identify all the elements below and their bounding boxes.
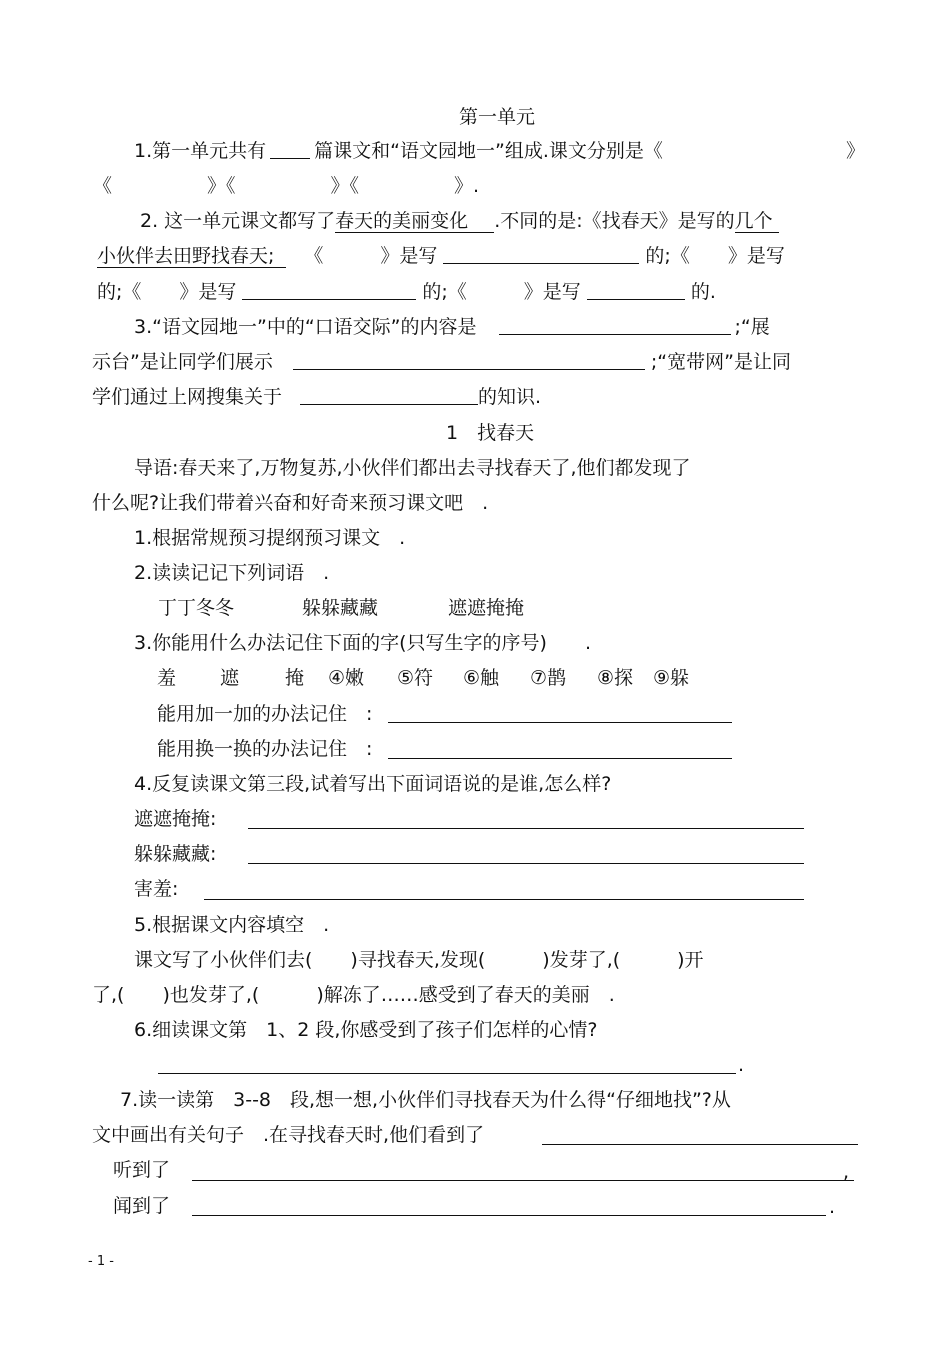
q2-text-5: 的;《 》是写 [97,281,237,303]
item-4: 4.反复读课文第三段,试着写出下面词语说的是谁,怎么样? [134,773,612,795]
q2-filled-answer: 春天的美丽变化 [335,210,494,233]
q2-line3 [97,280,716,304]
smelled-answer-line[interactable] [192,1215,826,1216]
method-1-label: 能用加一加的办法记住 : [157,703,373,725]
item-5: 5.根据课文内容填空 . [134,914,330,936]
q1-text-2: 篇课文和“语文园地一”组成.课文分别是《 [314,140,663,162]
q1-text-1: 1.第一单元共有 [134,140,267,162]
q1-bracket-end: 》 [846,140,866,162]
smelled-label: 闻到了 [113,1195,171,1217]
q2-line2 [97,244,785,268]
fill-line-1: 课文写了小伙伴们去( )寻找春天,发现( )发芽了,( )开 [134,949,704,971]
q3-text-5: 学们通过上网搜集关于 [92,386,283,408]
item-7-seen-line[interactable] [542,1144,858,1145]
q2-text-2: .不同的是:《找春天》是写的 [494,210,735,232]
q3-line2 [92,350,791,374]
item-2: 2.读读记记下列词语 . [134,562,330,584]
fill-line-2: 了,( )也发芽了,( )解冻了……感受到了春天的美丽 . [92,984,615,1006]
q3-text-6: 的知识. [478,386,542,408]
heard-label: 听到了 [113,1159,171,1181]
q2-line1 [140,209,779,233]
item-6-period: . [738,1054,745,1076]
q3-line1 [134,315,770,339]
item-3: 3.你能用什么办法记住下面的字(只写生字的序号) . [134,632,591,654]
guide-line-2: 什么呢?让我们带着兴奋和好奇来预习课文吧 . [92,492,489,514]
q3-blank-1[interactable] [499,316,731,335]
char-4: ④嫩 [328,667,365,689]
item-1: 1.根据常规预习提纲预习课文 . [134,527,406,549]
q2-text-4: 的;《 》是写 [645,245,785,267]
method-2-answer-line[interactable] [388,758,732,759]
lesson-title: 1 找春天 [446,422,535,444]
item-7-line-2: 文中画出有关句子 .在寻找春天时,他们看到了 [92,1124,485,1146]
q2-blank-1[interactable] [443,245,639,264]
char-7: ⑦鹊 [530,667,567,689]
word-answer-line-2[interactable] [248,863,804,864]
word-answer-line-3[interactable] [204,899,804,900]
q1-line2: 《 》《 》《 》. [93,175,480,197]
q3-text-3: 示台”是让同学们展示 [92,351,273,373]
q2-blank-3[interactable] [587,281,685,300]
item-6: 6.细读课文第 1、2 段,你感受到了孩子们怎样的心情? [134,1019,598,1041]
char-5: ⑤符 [397,667,434,689]
char-3: 掩 [285,667,305,689]
q1-count-blank[interactable] [270,140,310,159]
q2-blank-2[interactable] [242,281,416,300]
q3-blank-3[interactable] [300,386,478,405]
q2-filled-answer-2b: 小伙伴去田野找春天; [97,245,286,268]
q1-line1 [134,139,663,163]
word-2: 躲躲藏藏 [302,597,379,619]
smelled-period: . [829,1196,836,1218]
q2-text-3: 《 》是写 [304,245,438,267]
method-2-label: 能用换一换的办法记住 : [157,738,373,760]
char-2: 遮 [220,667,240,689]
q3-text-1: 3.“语文园地一”中的“口语交际”的内容是 [134,316,477,338]
char-9: ⑨躲 [653,667,690,689]
unit-title: 第一单元 [459,106,536,128]
q2-text-1: 2. 这一单元课文都写了 [140,210,336,232]
q2-filled-answer-2a: 几个 [735,210,779,233]
q2-text-7: 的. [690,281,716,303]
word-answer-line-1[interactable] [248,828,804,829]
char-1: 羞 [157,667,177,689]
word-label-1: 遮遮掩掩: [134,808,217,830]
word-1: 丁丁冬冬 [158,597,235,619]
heard-answer-line[interactable] [192,1180,854,1181]
word-3: 遮遮掩掩 [448,597,525,619]
word-label-3: 害羞: [134,878,179,900]
method-1-answer-line[interactable] [388,722,732,723]
q3-text-2: ;“展 [734,316,770,338]
q3-line3 [92,385,541,409]
page-number: - 1 - [88,1254,114,1269]
heard-comma: , [843,1161,850,1183]
guide-line-1: 导语:春天来了,万物复苏,小伙伴们都出去寻找春天了,他们都发现了 [134,457,691,479]
q3-blank-2[interactable] [293,351,645,370]
q2-text-6: 的;《 》是写 [422,281,581,303]
char-8: ⑧探 [597,667,634,689]
word-label-2: 躲躲藏藏: [134,843,217,865]
char-6: ⑥触 [463,667,500,689]
item-7-line-1: 7.读一读第 3--8 段,想一想,小伙伴们寻找春天为什么得“仔细地找”?从 [120,1089,731,1111]
q3-text-4: ;“宽带网”是让同 [650,351,791,373]
item-6-answer-line[interactable] [158,1073,736,1074]
